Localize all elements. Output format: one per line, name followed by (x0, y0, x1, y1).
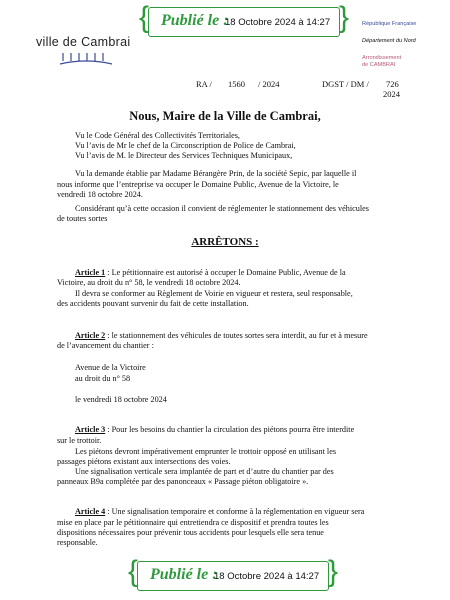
republique-text: République Française (362, 21, 417, 27)
article-1-line-3: Il devra se conformer au Règlement de Voirie en vigueur et restera, seul responsable, (75, 289, 353, 298)
article-3-line-2: sur le trottoir. (57, 436, 102, 445)
article-1-line-2: Victoire, au droit du n° 58, le vendredi 18 octobre 2024. (57, 278, 241, 287)
departement-text: Département du Nord (362, 38, 416, 44)
publication-stamp-top: { Publié le : 18 Octobre 2024 à 14:27 } (148, 7, 340, 37)
article-1-label: Article 1 (75, 268, 106, 277)
arrondissement-text: Arrondissement (362, 55, 402, 61)
vu-line-2: Vu l’avis de Mr le chef de la Circonscription de Police de Cambrai, (75, 141, 296, 150)
stamp-label: Publié le : (150, 566, 218, 583)
article-2-place-1: Avenue de la Victoire (75, 363, 146, 372)
article-4-line-3: dispositions nécessaires pour prévenir tous accidents pour lesquels elle sera tenue (57, 528, 324, 537)
article-3-line-4: passages piétons existant aux intersections des voies. (57, 457, 231, 466)
city-logo-text: ville de Cambrai (36, 35, 131, 49)
stamp-date: 18 Octobre 2024 à 14:27 (225, 17, 331, 28)
stamp-date: 18 Octobre 2024 à 14:27 (214, 571, 320, 582)
article-3-line-5: Une signalisation verticale sera implantée de part et d’autre du chantier par des (75, 467, 334, 476)
article-2-place-2: au droit du n° 58 (75, 374, 131, 383)
considerant-line-1: Considérant qu’à cette occasion il convient de réglementer le stationnement des véhicules (75, 204, 369, 213)
considerant-line-2: de toutes sortes (57, 214, 108, 223)
city-logo-icon (60, 52, 112, 66)
article-2-date: le vendredi 18 octobre 2024 (75, 395, 167, 404)
article-3-line-3: Les piétons devront impérativement emprunter le trottoir opposé en utilisant les (75, 447, 337, 456)
vu-line-3: Vu l’avis de M. le Directeur des Services Techniques Municipaux, (75, 151, 293, 160)
ref-ra-label: RA / (196, 79, 212, 89)
demande-line-3: vendredi 18 octobre 2024. (57, 190, 143, 199)
demande-line-1: Vu la demande établie par Madame Bérangère Prin, de la société Sepic, par laquelle il (75, 169, 357, 178)
arrondissement-name: de CAMBRAI (362, 62, 396, 68)
ref-number: 726 (386, 79, 399, 89)
ref-ra-number: 1560 (228, 79, 245, 89)
article-3-line-6: panneaux B9a complétée par des panonceaux « Passage piéton obligatoire ». (57, 477, 309, 486)
ref-year-2: 2024 (383, 89, 400, 99)
article-3-label: Article 3 (75, 425, 106, 434)
article-4-label: Article 4 (75, 507, 106, 516)
article-2-label: Article 2 (75, 331, 106, 340)
demande-line-2: nous informe que l’entreprise va occuper le Domaine Public, Avenue de la Victoire, le (57, 180, 339, 189)
article-4-line-2: mise en place par le pétitionnaire qui entretiendra ce dispositif et prendra toutes les (57, 518, 329, 527)
vu-line-1: Vu le Code Général des Collectivités Territoriales, (75, 131, 240, 140)
article-4-line-4: responsable. (57, 538, 98, 547)
article-1: Article 1 : Le pétitionnaire est autorisé à occuper le Domaine Public, Avenue de la (75, 268, 346, 277)
ref-year: / 2024 (258, 79, 280, 89)
ref-dgst: DGST / DM / (322, 79, 369, 89)
article-1-line-4: des accidents pouvant survenir du fait de cette installation. (57, 299, 249, 308)
page-title: Nous, Maire de la Ville de Cambrai, (129, 109, 321, 123)
stamp-label: Publié le : (161, 12, 229, 29)
publication-stamp-bottom: { Publié le : 18 Octobre 2024 à 14:27 } (137, 561, 329, 591)
article-3: Article 3 : Pour les besoins du chantier la circulation des piétons pourra être interdite (75, 425, 355, 434)
article-2: Article 2 : le stationnement des véhicules de toutes sortes sera interdit, au fur et à mesure (75, 331, 368, 340)
article-4: Article 4 : Une signalisation temporaire et conforme à la réglementation en vigueur sera (75, 507, 365, 516)
arretons-heading: ARRÊTONS : (191, 236, 259, 248)
article-2-line-2: de l’avancement du chantier : (57, 341, 154, 350)
